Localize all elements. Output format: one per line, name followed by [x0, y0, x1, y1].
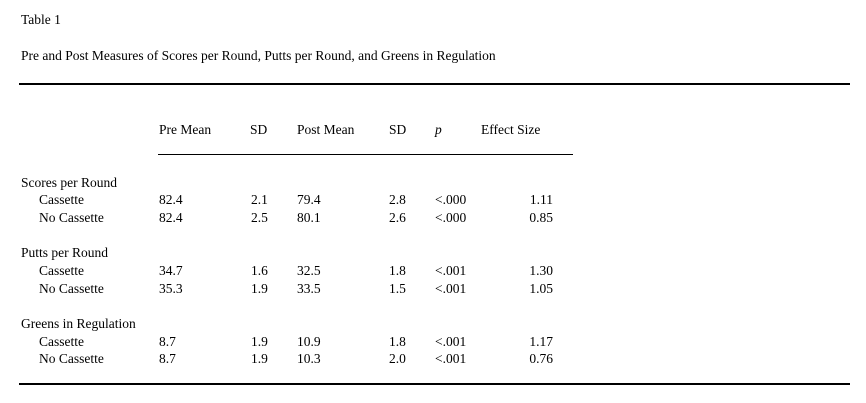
- cell-post-mean: 10.3: [297, 351, 321, 366]
- cell-sd-pre: 1.6: [251, 263, 268, 278]
- cell-effect-size: 0.76: [529, 351, 553, 366]
- cell-p: <.000: [435, 210, 467, 225]
- cell-sd-post: 2.8: [389, 192, 406, 207]
- cell-post-mean: 79.4: [297, 192, 321, 207]
- cell-effect-size: 0.85: [529, 210, 553, 225]
- cell-p: <.001: [435, 263, 467, 278]
- cell-p: <.001: [435, 351, 467, 366]
- cell-sd-post: 1.8: [389, 334, 406, 349]
- cell-p: <.001: [435, 281, 467, 296]
- cell-post-mean: 32.5: [297, 263, 321, 278]
- cell-pre-mean: 34.7: [159, 263, 183, 278]
- cell-effect-size: 1.17: [529, 334, 553, 349]
- group-title-putts: Putts per Round: [21, 245, 109, 260]
- cell-sd-pre: 1.9: [251, 334, 268, 349]
- row-label: Cassette: [39, 334, 84, 349]
- header-rule: [158, 154, 573, 155]
- cell-pre-mean: 35.3: [159, 281, 183, 296]
- cell-effect-size: 1.11: [529, 192, 553, 207]
- table-label: Table 1: [21, 12, 61, 27]
- row-label: No Cassette: [39, 210, 104, 225]
- cell-p: <.000: [435, 192, 467, 207]
- header-pre-mean: Pre Mean: [159, 122, 212, 137]
- cell-sd-post: 2.6: [389, 210, 406, 225]
- header-post-mean: Post Mean: [297, 122, 355, 137]
- cell-pre-mean: 8.7: [159, 334, 176, 349]
- cell-sd-post: 1.8: [389, 263, 406, 278]
- cell-sd-pre: 2.5: [251, 210, 268, 225]
- top-rule: [19, 83, 850, 85]
- cell-sd-pre: 1.9: [251, 351, 268, 366]
- header-sd-post: SD: [389, 122, 407, 137]
- cell-effect-size: 1.30: [529, 263, 553, 278]
- cell-p: <.001: [435, 334, 467, 349]
- cell-post-mean: 33.5: [297, 281, 321, 296]
- bottom-rule: [19, 383, 850, 385]
- group-title-greens: Greens in Regulation: [21, 316, 136, 331]
- cell-pre-mean: 82.4: [159, 210, 183, 225]
- row-label: No Cassette: [39, 351, 104, 366]
- cell-sd-post: 2.0: [389, 351, 406, 366]
- row-label: Cassette: [39, 263, 84, 278]
- header-p: p: [435, 122, 442, 137]
- cell-sd-post: 1.5: [389, 281, 406, 296]
- header-sd-pre: SD: [250, 122, 268, 137]
- cell-pre-mean: 8.7: [159, 351, 176, 366]
- row-label: Cassette: [39, 192, 84, 207]
- cell-post-mean: 80.1: [297, 210, 321, 225]
- cell-sd-pre: 2.1: [251, 192, 268, 207]
- header-effect-size: Effect Size: [481, 122, 541, 137]
- cell-post-mean: 10.9: [297, 334, 321, 349]
- cell-sd-pre: 1.9: [251, 281, 268, 296]
- cell-effect-size: 1.05: [529, 281, 553, 296]
- table-caption: Pre and Post Measures of Scores per Round, Putts per Round, and Greens in Regulation: [21, 48, 496, 63]
- group-title-scores: Scores per Round: [21, 175, 117, 190]
- cell-pre-mean: 82.4: [159, 192, 183, 207]
- row-label: No Cassette: [39, 281, 104, 296]
